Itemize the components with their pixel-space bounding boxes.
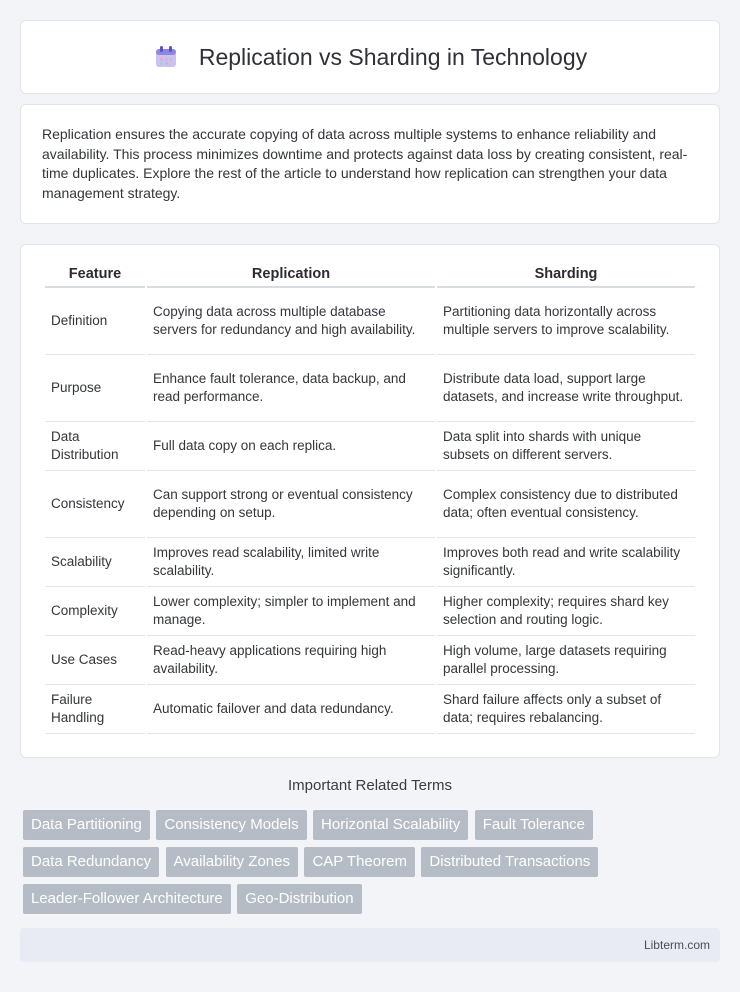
- sharding-cell: High volume, large datasets requiring parallel processing.: [437, 636, 695, 685]
- footer-site-link[interactable]: Libterm.com: [643, 938, 710, 952]
- related-term-tag[interactable]: Geo-Distribution: [237, 884, 361, 914]
- replication-cell: Enhance fault tolerance, data backup, and read performance.: [147, 355, 435, 422]
- related-term-tag[interactable]: Horizontal Scalability: [313, 810, 468, 840]
- calendar-icon: [153, 44, 179, 70]
- related-term-tag[interactable]: Leader-Follower Architecture: [23, 884, 231, 914]
- replication-cell: Automatic failover and data redundancy.: [147, 685, 435, 734]
- table-row: [45, 685, 695, 734]
- sharding-cell: Data split into shards with unique subsets on different servers.: [437, 422, 695, 471]
- intro-text: Replication ensures the accurate copying of data across multiple systems to enhance reliability and availability. This process minimizes downtime and protects against data loss by creating consistent, real-time duplicates. Explore the rest of the article to understand how replication can strengthen your data management strategy.: [42, 126, 688, 201]
- feature-cell: Use Cases: [45, 636, 145, 685]
- table-row: [45, 422, 695, 471]
- related-term-tag[interactable]: Fault Tolerance: [475, 810, 593, 840]
- feature-cell: Data Distribution: [45, 422, 145, 471]
- related-term-tag[interactable]: Availability Zones: [166, 847, 298, 877]
- sharding-cell: Complex consistency due to distributed data; often eventual consistency.: [437, 471, 695, 538]
- table-row: [45, 587, 695, 636]
- sharding-cell: Improves both read and write scalability significantly.: [437, 538, 695, 587]
- replication-cell: Lower complexity; simpler to implement and manage.: [147, 587, 435, 636]
- table-header-row: [45, 265, 695, 288]
- footer: [20, 928, 720, 962]
- replication-cell: Full data copy on each replica.: [147, 422, 435, 471]
- related-terms-title: Important Related Terms: [288, 777, 452, 794]
- feature-cell: Failure Handling: [45, 685, 145, 734]
- table-row: [45, 471, 695, 538]
- replication-cell: Can support strong or eventual consistency depending on setup.: [147, 471, 435, 538]
- feature-cell: Consistency: [45, 471, 145, 538]
- table-row: [45, 288, 695, 355]
- table-row: [45, 538, 695, 587]
- column-header-feature: Feature: [45, 265, 145, 288]
- column-header-sharding: Sharding: [437, 265, 695, 288]
- feature-cell: Definition: [45, 288, 145, 355]
- sharding-cell: Distribute data load, support large datasets, and increase write throughput.: [437, 355, 695, 422]
- page-title: Replication vs Sharding in Technology: [198, 43, 588, 70]
- feature-cell: Scalability: [45, 538, 145, 587]
- replication-cell: Improves read scalability, limited write scalability.: [147, 538, 435, 587]
- feature-cell: Purpose: [45, 355, 145, 422]
- comparison-table: [43, 265, 697, 734]
- sharding-cell: Partitioning data horizontally across multiple servers to improve scalability.: [437, 288, 695, 355]
- related-terms-list: [23, 810, 723, 921]
- table-row: [45, 636, 695, 685]
- comparison-table-card: [20, 244, 720, 758]
- replication-cell: Copying data across multiple database servers for redundancy and high availability.: [147, 288, 435, 355]
- replication-cell: Read-heavy applications requiring high availability.: [147, 636, 435, 685]
- related-term-tag[interactable]: Distributed Transactions: [421, 847, 598, 877]
- header-card: [20, 20, 720, 94]
- table-row: [45, 355, 695, 422]
- sharding-cell: Shard failure affects only a subset of data; requires rebalancing.: [437, 685, 695, 734]
- sharding-cell: Higher complexity; requires shard key selection and routing logic.: [437, 587, 695, 636]
- column-header-replication: Replication: [147, 265, 435, 288]
- related-term-tag[interactable]: Data Redundancy: [23, 847, 159, 877]
- intro-card: [20, 104, 720, 224]
- related-term-tag[interactable]: Data Partitioning: [23, 810, 150, 840]
- feature-cell: Complexity: [45, 587, 145, 636]
- related-term-tag[interactable]: CAP Theorem: [304, 847, 415, 877]
- related-term-tag[interactable]: Consistency Models: [156, 810, 306, 840]
